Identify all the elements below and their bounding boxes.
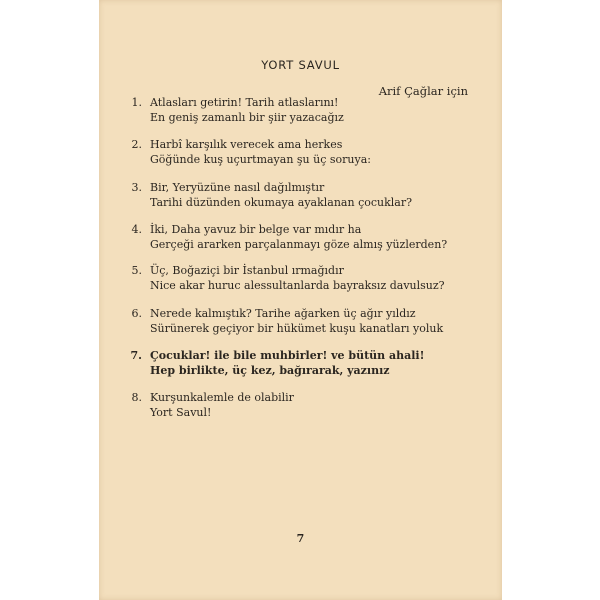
verse-line: Üç, Boğaziçi bir İstanbul ırmağıdır [150, 264, 344, 277]
poem-title: YORT SAVUL [261, 58, 340, 72]
page-number: 7 [296, 532, 305, 545]
verse-line: Yort Savul! [150, 406, 212, 419]
poem-dedication: Arif Çağlar için [378, 84, 468, 98]
stanza-number: 3. [131, 181, 142, 194]
verse-line: Nerede kalmıştık? Tarihe ağarken üç ağır yıldız [150, 307, 416, 320]
verse-line: Harbî karşılık verecek ama herkes [150, 138, 343, 151]
stanza-number: 1. [131, 96, 142, 109]
verse-line: Tarihi düzünden okumaya ayaklanan çocuklar? [150, 196, 412, 209]
stanza-number: 8. [131, 391, 142, 404]
verse-line: Çocuklar! ile bile muhbirler! ve bütün ahali! [150, 349, 425, 362]
stanza-number: 7. [130, 349, 142, 362]
verse-line: Atlasları getirin! Tarih atlaslarını! [150, 96, 339, 109]
stanza-number: 4. [131, 223, 142, 236]
verse-line: Bir, Yeryüzüne nasıl dağılmıştır [150, 181, 325, 194]
verse-line: Gerçeği ararken parçalanmayı göze almış yüzlerden? [150, 238, 448, 251]
verse-line: Kurşunkalemle de olabilir [150, 391, 294, 404]
stanza-number: 5. [131, 264, 142, 277]
verse-line: Hep birlikte, üç kez, bağırarak, yazınız [150, 364, 390, 377]
verse-line: Göğünde kuş uçurtmayan şu üç soruya: [150, 153, 371, 166]
verse-line: Nice akar huruc alessultanlarda bayraksız davulsuz? [150, 279, 445, 292]
verse-line: En geniş zamanlı bir şiir yazacağız [150, 111, 344, 124]
verse-line: İki, Daha yavuz bir belge var mıdır ha [150, 223, 362, 236]
stanza-number: 6. [131, 307, 142, 320]
verse-line: Sürünerek geçiyor bir hükümet kuşu kanatları yoluk [150, 322, 444, 335]
book-page [99, 0, 502, 600]
stanza-number: 2. [131, 138, 142, 151]
